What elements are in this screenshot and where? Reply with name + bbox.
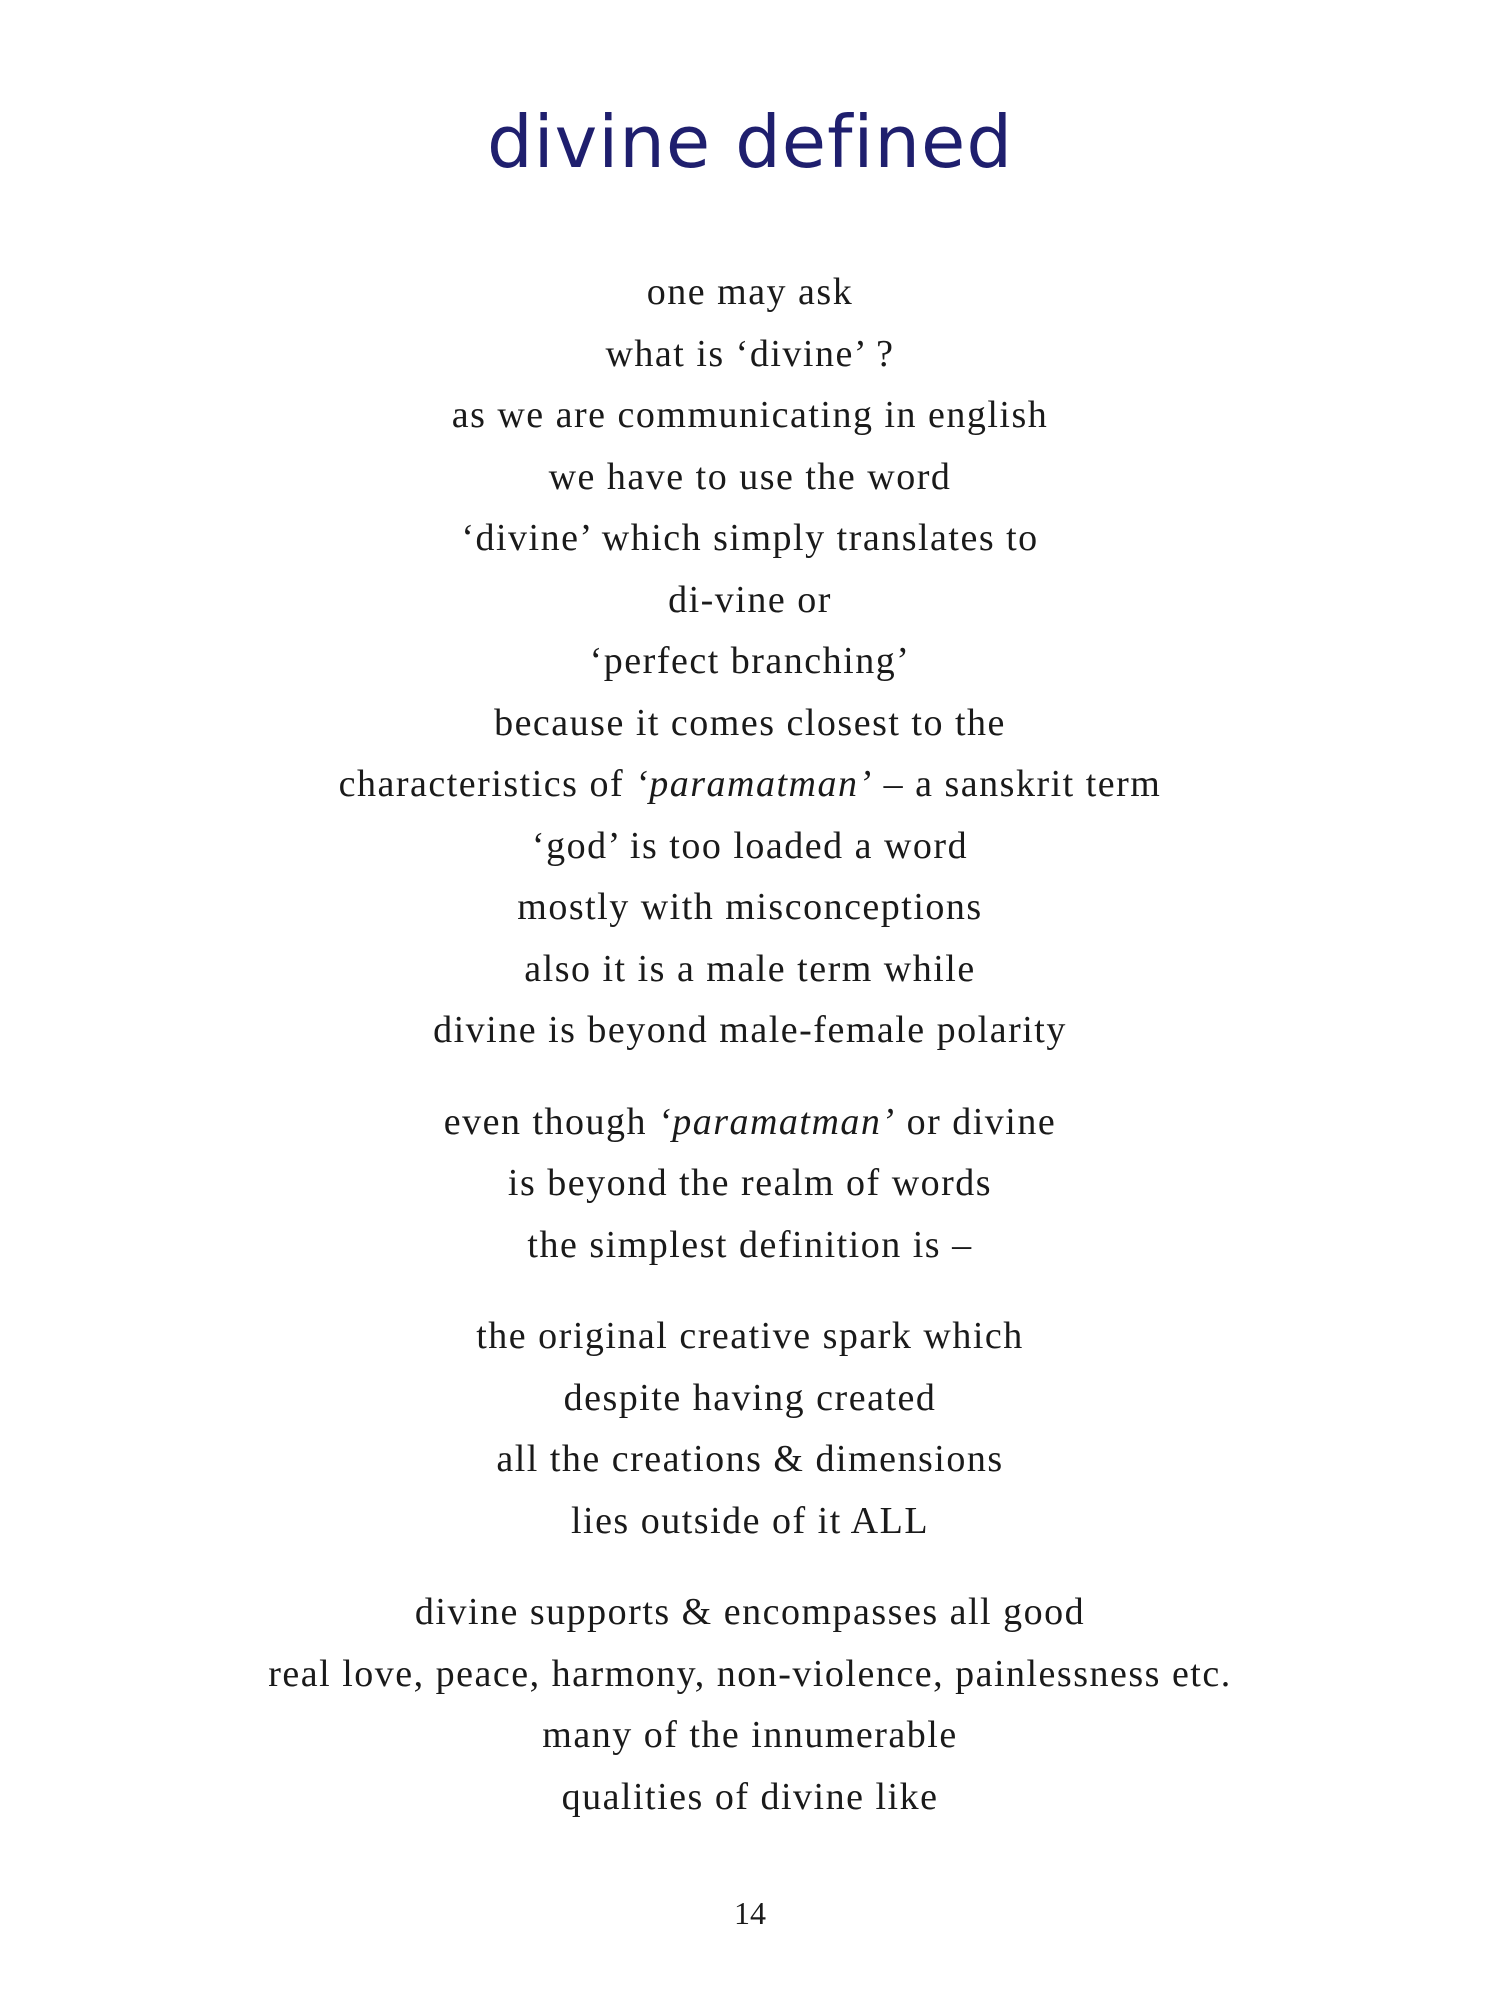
- stanza-4: [0, 1582, 1500, 1828]
- poem-line: divine is beyond male-female polarity: [433, 1009, 1067, 1051]
- poem-line: mostly with misconceptions: [517, 886, 983, 928]
- poem-body: [0, 262, 1500, 1828]
- poem-line: lies outside of it ALL: [570, 1499, 930, 1542]
- italic-term: ‘paramatman’: [658, 1100, 896, 1143]
- poem-line: real love, peace, harmony, non-violence, painlessness etc.: [268, 1652, 1232, 1695]
- poem-line: ‘divine’ which simply translates to: [461, 517, 1039, 559]
- stanza-2: [0, 1092, 1500, 1277]
- poem-line: ‘perfect branching’: [589, 640, 911, 682]
- poem-line: also it is a male term while: [524, 947, 976, 990]
- poem-line: because it comes closest to the: [494, 701, 1006, 744]
- stanza-gap: [0, 1552, 1500, 1582]
- poem-line: qualities of divine like: [561, 1775, 939, 1818]
- poem-line: is beyond the realm of words: [507, 1162, 993, 1204]
- line-text: characteristics of: [338, 763, 636, 805]
- poem-line: the original creative spark which: [476, 1315, 1024, 1357]
- poem-line: what is ‘divine’ ?: [605, 332, 895, 375]
- stanza-1: [0, 262, 1500, 1062]
- poem-line: one may ask: [646, 271, 854, 313]
- page-number: 14: [734, 1895, 766, 1931]
- stanza-3: [0, 1306, 1500, 1552]
- poem-line: [0, 754, 1500, 816]
- poem-line: many of the innumerable: [542, 1714, 958, 1756]
- line-text: – a sanskrit term: [872, 763, 1162, 805]
- poem-line: di-vine or: [668, 578, 832, 621]
- line-text: even though: [443, 1100, 659, 1143]
- line-text: or divine: [895, 1100, 1057, 1143]
- poem-line: ‘god’ is too loaded a word: [531, 824, 969, 867]
- poem-line: divine supports & encompasses all good: [414, 1591, 1086, 1633]
- poem-line: [0, 1092, 1500, 1154]
- stanza-gap: [0, 1062, 1500, 1092]
- poem-line: we have to use the word: [548, 455, 952, 498]
- poem-line: despite having created: [563, 1376, 937, 1419]
- stanza-gap: [0, 1276, 1500, 1306]
- poem-line: the simplest definition is –: [527, 1223, 973, 1266]
- poem-line: all the creations & dimensions: [496, 1438, 1004, 1480]
- italic-term: ‘paramatman’: [635, 763, 873, 805]
- poem-line: as we are communicating in english: [451, 394, 1049, 436]
- page-title: divine defined: [486, 100, 1014, 184]
